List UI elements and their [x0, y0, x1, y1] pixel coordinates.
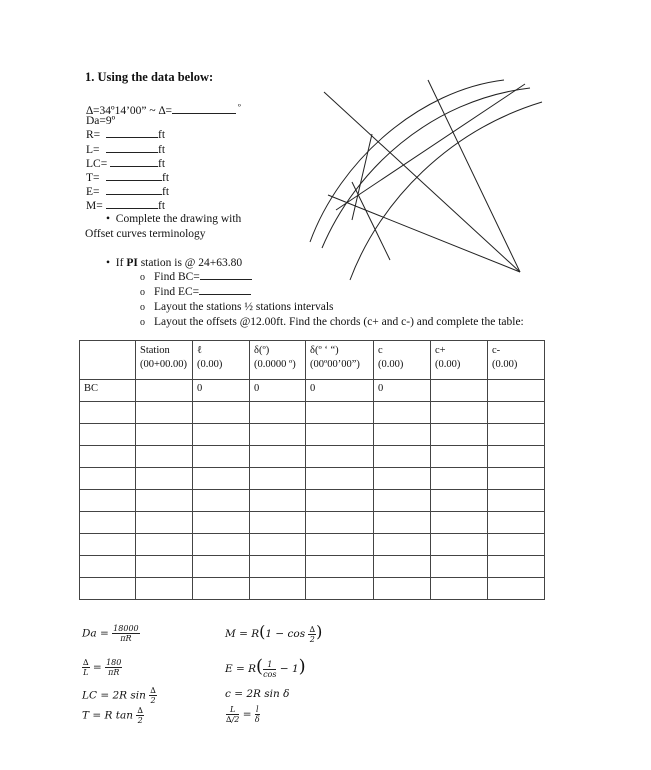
- inner-offset-curve: [350, 102, 542, 280]
- table-cell[interactable]: [80, 512, 136, 534]
- table-row: [80, 446, 545, 468]
- table-cell[interactable]: [431, 468, 488, 490]
- table-cell[interactable]: [250, 424, 306, 446]
- formula-m: M = R(1 − cos $\frac{\Delta}{2}$): [225, 622, 323, 644]
- offset-line-2: [352, 134, 372, 220]
- table-cell[interactable]: [250, 512, 306, 534]
- header-delta-deg: δ(º) (0.0000 º): [250, 341, 306, 380]
- table-cell[interactable]: [193, 424, 250, 446]
- offset-curve-drawing: [300, 70, 560, 285]
- formula-e: E = R( $\frac{1}{\cos} - 1$): [225, 656, 306, 679]
- m-blank[interactable]: [106, 208, 158, 209]
- table-cell[interactable]: [136, 512, 193, 534]
- formula-ratio: $\frac{\Delta}{L}$ = $\frac{180}{\pi R}$: [83, 658, 122, 677]
- t-blank[interactable]: [106, 180, 162, 181]
- table-cell[interactable]: [306, 578, 374, 600]
- table-row: [80, 512, 545, 534]
- table-cell[interactable]: [374, 578, 431, 600]
- table-cell[interactable]: [374, 424, 431, 446]
- table-row: [80, 534, 545, 556]
- table-cell[interactable]: [306, 556, 374, 578]
- table-cell[interactable]: [80, 402, 136, 424]
- table-cell[interactable]: [431, 380, 488, 402]
- bullet-continuation: Offset curves terminology: [85, 228, 206, 240]
- lc-blank[interactable]: [110, 166, 158, 167]
- bc-blank[interactable]: [200, 279, 252, 280]
- table-cell[interactable]: [488, 402, 545, 424]
- table-cell[interactable]: [136, 578, 193, 600]
- long-chord-line: [336, 84, 525, 210]
- table-cell: 0: [306, 380, 374, 402]
- formula-t: T = R tan $\frac{\Delta}{2}$: [82, 706, 143, 725]
- table-row: [80, 402, 545, 424]
- table-cell[interactable]: [136, 402, 193, 424]
- delta-label: ∆=34º14’00” ~ ∆=: [86, 105, 173, 117]
- sub-item-stations: o Layout the stations ½ stations intervals: [140, 301, 334, 313]
- table-row: [80, 556, 545, 578]
- table-cell[interactable]: [250, 534, 306, 556]
- table-cell[interactable]: [250, 468, 306, 490]
- table-cell[interactable]: [374, 534, 431, 556]
- table-cell[interactable]: [80, 578, 136, 600]
- table-cell[interactable]: [374, 402, 431, 424]
- e-blank[interactable]: [106, 194, 162, 195]
- circle-bullet-icon: o: [140, 302, 145, 313]
- header-chord-minus: c- (0.00): [488, 341, 545, 380]
- formula-lc: LC = 2R sin $\frac{\Delta}{2}$: [82, 686, 156, 705]
- table-row: [80, 578, 545, 600]
- table-cell[interactable]: [80, 556, 136, 578]
- table-cell[interactable]: [306, 490, 374, 512]
- circle-bullet-icon: o: [140, 272, 145, 283]
- table-cell[interactable]: [193, 578, 250, 600]
- problem-title: 1. Using the data below:: [85, 70, 214, 84]
- table-cell[interactable]: [250, 490, 306, 512]
- table-cell[interactable]: [136, 556, 193, 578]
- table-cell[interactable]: [80, 468, 136, 490]
- table-cell[interactable]: [136, 424, 193, 446]
- header-arc-length: ℓ (0.00): [193, 341, 250, 380]
- table-cell[interactable]: [374, 490, 431, 512]
- table-cell: 0: [250, 380, 306, 402]
- table-cell[interactable]: [374, 446, 431, 468]
- table-cell[interactable]: [193, 534, 250, 556]
- delta-row: [86, 100, 241, 117]
- header-chord: c (0.00): [374, 341, 431, 380]
- l-row: L= ft: [86, 143, 166, 156]
- bullet-dot-icon: •: [106, 213, 111, 225]
- table-cell[interactable]: [306, 424, 374, 446]
- formula-c: c = 2R sin δ: [225, 688, 290, 700]
- table-cell[interactable]: [431, 534, 488, 556]
- table-cell[interactable]: [488, 446, 545, 468]
- table-cell[interactable]: [193, 490, 250, 512]
- r-row: R= ft: [86, 129, 166, 142]
- table-cell[interactable]: [193, 446, 250, 468]
- table-cell[interactable]: [306, 468, 374, 490]
- table-cell[interactable]: [488, 534, 545, 556]
- table-cell: 0: [193, 380, 250, 402]
- table-cell[interactable]: [80, 446, 136, 468]
- table-cell[interactable]: [80, 534, 136, 556]
- table-cell[interactable]: [136, 534, 193, 556]
- table-cell[interactable]: [136, 468, 193, 490]
- da-row: Da=9º: [86, 115, 116, 128]
- sub-item-bc: o Find BC=: [140, 270, 524, 285]
- table-cell[interactable]: [431, 512, 488, 534]
- table-cell[interactable]: [306, 446, 374, 468]
- outer-offset-curve: [310, 80, 504, 242]
- t-row: T= ft: [86, 171, 170, 184]
- header-station: Station (00+00.00): [136, 341, 193, 380]
- ec-blank[interactable]: [199, 294, 251, 295]
- empty-table-body: [80, 402, 545, 600]
- table-cell[interactable]: [306, 512, 374, 534]
- header-chord-plus: c+ (0.00): [431, 341, 488, 380]
- circle-bullet-icon: o: [140, 317, 145, 328]
- table-cell[interactable]: [306, 534, 374, 556]
- e-row: E= ft: [86, 186, 170, 199]
- table-cell[interactable]: [431, 424, 488, 446]
- table-row: [80, 490, 545, 512]
- table-cell[interactable]: [136, 446, 193, 468]
- table-cell: 0: [374, 380, 431, 402]
- table-cell[interactable]: [431, 490, 488, 512]
- offset-table: [79, 340, 545, 600]
- forward-tangent-line: [428, 80, 520, 272]
- table-cell[interactable]: [306, 402, 374, 424]
- table-cell[interactable]: [193, 402, 250, 424]
- header-delta-dms: δ(º ‘ “) (00º00’00”): [306, 341, 374, 380]
- table-cell[interactable]: [193, 556, 250, 578]
- table-cell[interactable]: [488, 424, 545, 446]
- table-row-bc: [80, 380, 545, 402]
- bullet-dot-icon: •: [106, 257, 111, 269]
- table-cell[interactable]: [250, 446, 306, 468]
- r-blank[interactable]: [106, 137, 158, 138]
- bullet-pi-station: • If PI station is @ 24+63.80: [106, 257, 243, 269]
- table-cell[interactable]: [80, 424, 136, 446]
- table-cell[interactable]: [431, 578, 488, 600]
- table-cell[interactable]: [374, 556, 431, 578]
- sub-item-ec: o Find EC=: [140, 285, 524, 300]
- back-tangent-line: [324, 92, 520, 272]
- header-cell-blank: [80, 341, 136, 380]
- table-cell[interactable]: [193, 468, 250, 490]
- m-row: M= ft: [86, 200, 166, 213]
- table-cell[interactable]: [431, 402, 488, 424]
- circle-bullet-icon: o: [140, 287, 145, 298]
- table-cell[interactable]: [193, 512, 250, 534]
- table-header-row: [80, 341, 545, 380]
- table-cell[interactable]: [488, 556, 545, 578]
- table-cell[interactable]: [488, 468, 545, 490]
- radius-line-bc: [328, 195, 520, 272]
- table-cell[interactable]: [431, 446, 488, 468]
- l-blank[interactable]: [106, 152, 158, 153]
- table-cell[interactable]: [488, 490, 545, 512]
- delta-unit: º: [238, 102, 241, 112]
- given-data: [86, 100, 241, 214]
- table-cell[interactable]: [250, 402, 306, 424]
- table-cell[interactable]: [250, 578, 306, 600]
- formula-da: Da = $\frac{18000}{\pi R}$: [82, 624, 139, 643]
- table-cell[interactable]: [488, 512, 545, 534]
- table-cell[interactable]: [374, 512, 431, 534]
- table-cell[interactable]: [488, 578, 545, 600]
- table-cell[interactable]: [136, 380, 193, 402]
- table-cell[interactable]: [374, 468, 431, 490]
- table-row: [80, 424, 545, 446]
- table-cell[interactable]: [431, 556, 488, 578]
- table-cell[interactable]: [136, 490, 193, 512]
- formula-arc-ratio: $\frac{L}{\Delta/2}$ = $\frac{l}{\delta}$: [226, 705, 260, 724]
- lc-row: LC= ft: [86, 157, 166, 170]
- bullet-complete-drawing: • Complete the drawing with: [106, 213, 242, 225]
- table-cell[interactable]: [80, 490, 136, 512]
- table-cell[interactable]: [488, 380, 545, 402]
- table-cell: BC: [80, 380, 136, 402]
- sub-item-offsets: o Layout the offsets @12.00ft. Find the chords (c+ and c-) and complete the table:: [140, 316, 524, 328]
- table-cell[interactable]: [250, 556, 306, 578]
- table-row: [80, 468, 545, 490]
